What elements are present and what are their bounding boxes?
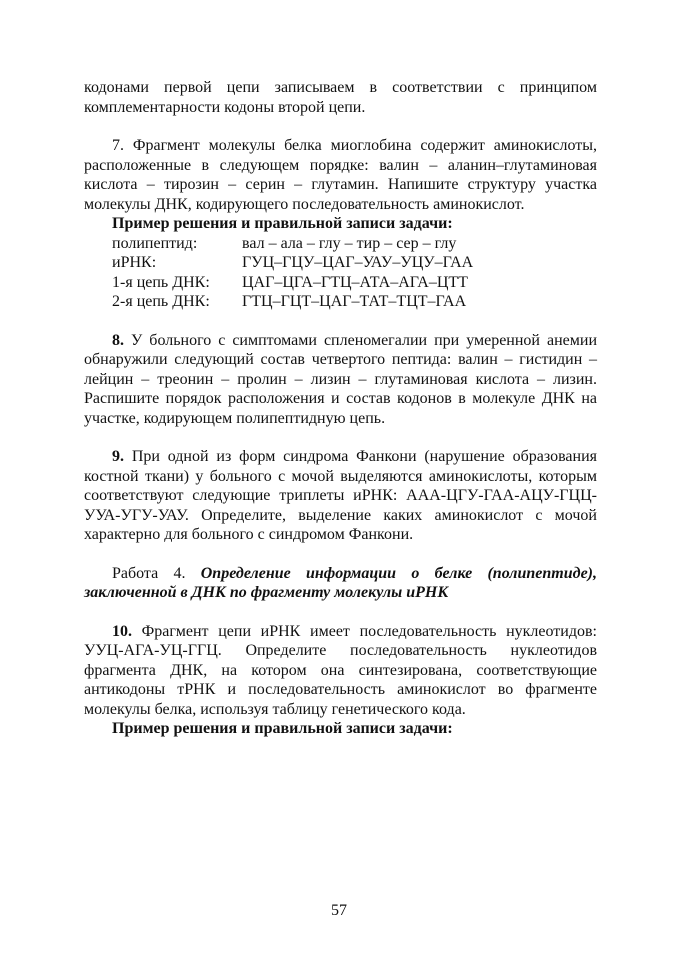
- task-10-example-title: Пример решения и правильной записи задачи:: [112, 720, 453, 737]
- spacer: [84, 603, 597, 622]
- work-4-title: Определение информации о белке (полипептиде), заключенной в ДНК по фрагменту молекулы иРНК: [84, 564, 598, 601]
- work-4-prefix: Работа 4.: [112, 564, 201, 582]
- task-9-number: 9.: [112, 448, 124, 465]
- task-7-example-title: Пример решения и правильной записи задачи:: [112, 215, 453, 232]
- task-8-text: У больного с симптомами спленомегалии при умеренной анемии обнаружили следующий состав четвертого пептида: валин – гистидин – лейцин – треонин – пролин – лизин – глутаминовая кислота – лизин. Распишите порядок расположения и состав кодонов в молекуле ДНК на участке, кодирующем полипептидную цепь.: [84, 331, 597, 427]
- task-10-paragraph: [84, 622, 597, 720]
- task-8-paragraph: [84, 331, 597, 429]
- spacer: [84, 545, 597, 564]
- task-8-number: 8.: [112, 331, 124, 349]
- task-10-text: Фрагмент цепи иРНК имеет последовательность нуклеотидов: УУЦ-АГА-УЦ-ГГЦ. Определите последовательность нуклеотидов фрагмента ДНК, на котором она синтезирована, соответствующие антикодоны тРНК и последовательность аминокислот во фрагменте молекулы белка, используя таблицу генетического кода.: [84, 622, 597, 718]
- example-row-dna-2: [112, 292, 473, 312]
- task-7-number: 7: [112, 137, 120, 154]
- example-row-mrna: [112, 253, 473, 273]
- work-4-heading: [84, 564, 597, 603]
- task-10-number: 10.: [112, 622, 132, 640]
- task-9-paragraph: [84, 447, 597, 545]
- task-9-text: При одной из форм синдрома Фанкони (нарушение образования костной ткани) у больного с мочой выделяются аминокислоты, которым соответствуют следующие триплеты иРНК: ААА-ЦГУ-ГАА-АЦУ-ГЦЦ-УУА-УГУ-УАУ. Определите, выделение каких аминокислот с мочой характерно для больного с синдромом Фанкони.: [84, 448, 597, 543]
- row-label: иРНК:: [112, 254, 157, 271]
- spacer: [84, 312, 597, 331]
- row-value: ЦАГ–ЦГА–ГТЦ–АТА–АГА–ЦТТ: [242, 273, 468, 291]
- row-label: 1-я цепь ДНК:: [112, 273, 210, 291]
- spacer: [84, 117, 597, 136]
- row-value: вал – ала – глу – тир – сер – глу: [242, 234, 457, 252]
- page-number: 57: [331, 902, 347, 919]
- spacer: [84, 428, 597, 447]
- page-content: [84, 78, 597, 739]
- task-7-example-table: [112, 234, 473, 312]
- task-7-text: . Фрагмент молекулы белка миоглобина содержит аминокислоты, расположенные в следующем порядке: валин – аланин–глутаминовая кислота – тирозин – серин – глутамин. Напишите структуру участка молекулы ДНК, кодирующего последовательность аминокислот.: [84, 137, 597, 213]
- example-row-dna-1: [112, 273, 473, 293]
- intro-paragraph: кодонами первой цепи записываем в соответствии с принципом комплементарности кодоны второй цепи.: [84, 79, 597, 116]
- row-label: полипептид:: [112, 234, 198, 252]
- row-value: ГУЦ–ГЦУ–ЦАГ–УАУ–УЦУ–ГАА: [242, 254, 474, 271]
- row-label: 2-я цепь ДНК:: [112, 293, 210, 310]
- row-value: ГТЦ–ГЦТ–ЦАГ–ТАТ–ТЦТ–ГАА: [242, 293, 467, 310]
- example-row-polypeptide: [112, 234, 473, 254]
- task-7-paragraph: [84, 136, 597, 214]
